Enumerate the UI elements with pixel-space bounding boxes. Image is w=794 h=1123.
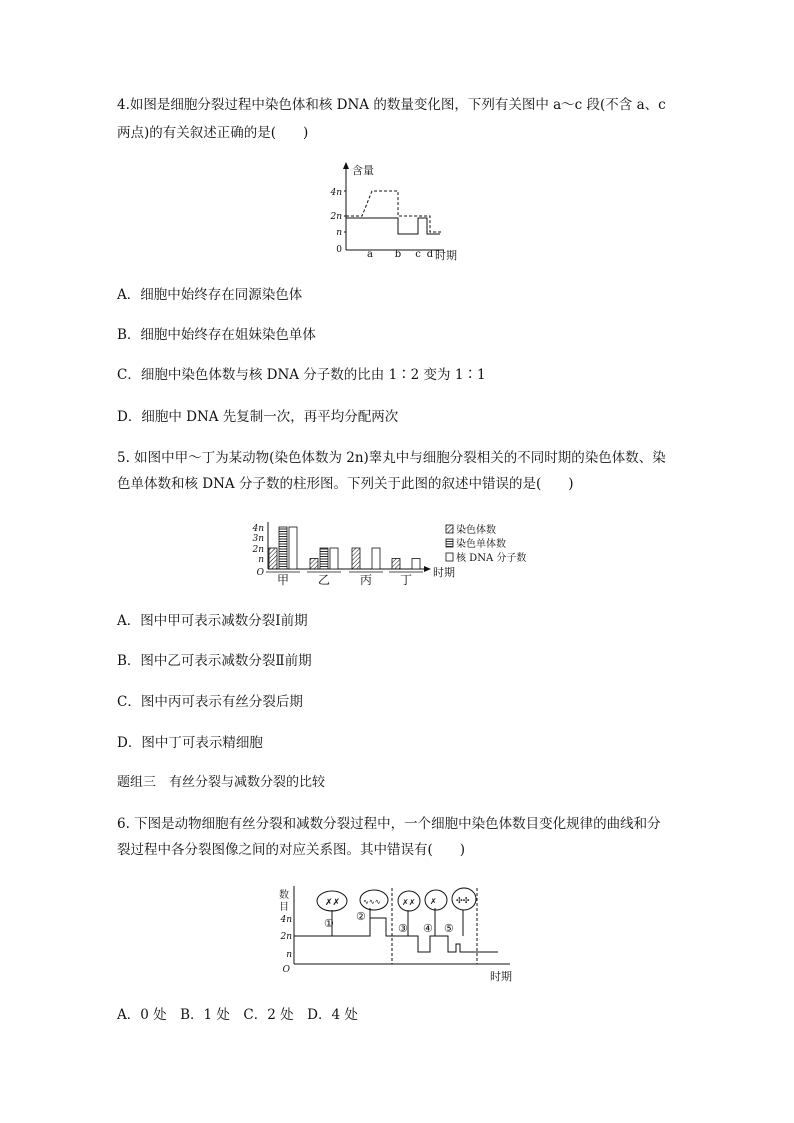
q5-option-b: B．图中乙可表示减数分裂Ⅱ前期 (117, 653, 312, 669)
section-heading: 题组三 有丝分裂与减数分裂的比较 (117, 775, 326, 790)
q6-marker-1: ① (324, 917, 334, 930)
q6-ylabel-2: 目 (279, 902, 289, 913)
q4-stem-line1: 4.如图是细胞分裂过程中染色体和核 DNA 的数量变化图，下列有关图中 a～c 段(不含 a、c (117, 97, 666, 113)
q4-y-arrow (343, 162, 349, 169)
q4-ylabel: 含量 (352, 164, 374, 177)
q5-ytick-o: O (256, 568, 264, 578)
q4-xtick-b: b (394, 249, 402, 260)
q5-bar-0-2 (289, 527, 297, 569)
q4-xtick-c: c (415, 249, 421, 260)
q5-bar-0-0 (269, 548, 277, 569)
q5-option-a: A．图中甲可表示减数分裂Ⅰ前期 (117, 613, 308, 629)
q5-option-c: C．图中丙可表示有丝分裂后期 (117, 694, 303, 710)
svg-text:✗✗: ✗✗ (402, 898, 416, 907)
q5-bars (269, 527, 420, 569)
svg-text:✣✣: ✣✣ (456, 896, 470, 905)
svg-text:∿∿∿: ∿∿∿ (363, 898, 381, 906)
q5-xlabel: 时期 (433, 566, 455, 579)
q6-cell-5 (452, 888, 476, 936)
q4-option-b: B．细胞中始终存在姐妹染色单体 (117, 327, 316, 343)
q4-xtick-d: d (426, 249, 434, 260)
q4-ytick-n: n (336, 228, 342, 238)
q5-ytick-4n: 4n (252, 524, 264, 534)
q6-ytick-4n: 4n (280, 915, 292, 925)
q4-xlabel: 时期 (435, 249, 457, 262)
q5-ytick-3n: 3n (252, 534, 264, 544)
q5-bar-3-0 (392, 559, 400, 570)
q5-bar-1-0 (310, 559, 318, 570)
q6-stem-line2: 裂过程中各分裂图像之间的对应关系图。其中错误有( ) (117, 842, 466, 858)
q6-marker-3: ③ (398, 922, 408, 935)
q4-option-c: C．细胞中染色体数与核 DNA 分子数的比由 1∶2 变为 1∶1 (117, 367, 486, 383)
q5-bar-1-1 (320, 548, 328, 569)
q5-ytick-2n: 2n (252, 545, 264, 555)
q5-stem-line2: 色单体数和核 DNA 分子数的柱形图。下列关于此图的叙述中错误的是( ) (117, 476, 574, 492)
q5-ytick-n: n (258, 555, 264, 565)
q4-chromosome-line (346, 218, 440, 234)
q5-bar-1-2 (330, 548, 338, 569)
q4-ytick-0: 0 (336, 245, 342, 255)
q5-category-label-1: 乙 (317, 573, 331, 587)
svg-text:✗✗: ✗✗ (325, 898, 341, 908)
q5-category-label-3: 丁 (399, 573, 413, 587)
q5-bar-0-1 (279, 527, 287, 569)
q4-ytick-2n: 2n (330, 212, 342, 222)
q5-legend-dna: 核 DNA 分子数 (456, 553, 527, 564)
q5-legend-chromatid: 染色单体数 (456, 539, 506, 550)
q5-category-labels (266, 572, 423, 587)
q4-dna-line (346, 191, 442, 232)
q5-legend-chromosome: 染色体数 (456, 525, 496, 536)
q5-legend-swatch-dna (446, 553, 453, 561)
q6-ytick-n: n (286, 950, 292, 960)
q5-bar-2-2 (372, 548, 380, 569)
q5-bar-chart (250, 518, 550, 592)
q6-ytick-o: O (282, 965, 290, 975)
q6-marker-5: ⑤ (444, 922, 454, 935)
q5-bar-2-0 (352, 548, 360, 569)
q5-category-label-0: 甲 (276, 573, 290, 587)
q6-figure (270, 880, 520, 986)
svg-text:✗: ✗ (430, 897, 437, 906)
q5-x-arrow (424, 566, 431, 572)
q6-ytick-2n: 2n (280, 932, 292, 942)
q4-stem-line2: 两点)的有关叙述正确的是( ) (117, 125, 309, 141)
q4-figure (326, 160, 472, 262)
q6-xlabel: 时期 (490, 970, 512, 983)
q6-stem-line1: 6. 下图是动物细胞有丝分裂和减数分裂过程中，一个细胞中染色体数目变化规律的曲线和分 (117, 816, 661, 832)
q4-xtick-a: a (367, 249, 373, 260)
q5-category-label-2: 丙 (359, 573, 373, 587)
q4-ytick-4n: 4n (330, 188, 342, 198)
q6-options: A．0 处 B．1 处 C．2 处 D．4 处 (117, 1007, 358, 1023)
q5-option-d: D．图中丁可表示精细胞 (117, 735, 263, 751)
q6-marker-2: ② (356, 910, 366, 923)
q5-legend-swatch-chromatid (446, 539, 453, 547)
q4-option-a: A．细胞中始终存在同源染色体 (117, 287, 303, 303)
q5-stem-line1: 5. 如图中甲～丁为某动物(染色体数为 2n)睾丸中与细胞分裂相关的不同时期的染色体数、染 (117, 450, 666, 466)
q4-option-d: D．细胞中 DNA 先复制一次，再平均分配两次 (117, 409, 399, 425)
q6-ylabel-1: 数 (279, 890, 289, 901)
q5-bar-3-2 (412, 559, 420, 570)
q5-legend-swatch-chromosome (446, 525, 453, 533)
q6-marker-4: ④ (423, 922, 433, 935)
